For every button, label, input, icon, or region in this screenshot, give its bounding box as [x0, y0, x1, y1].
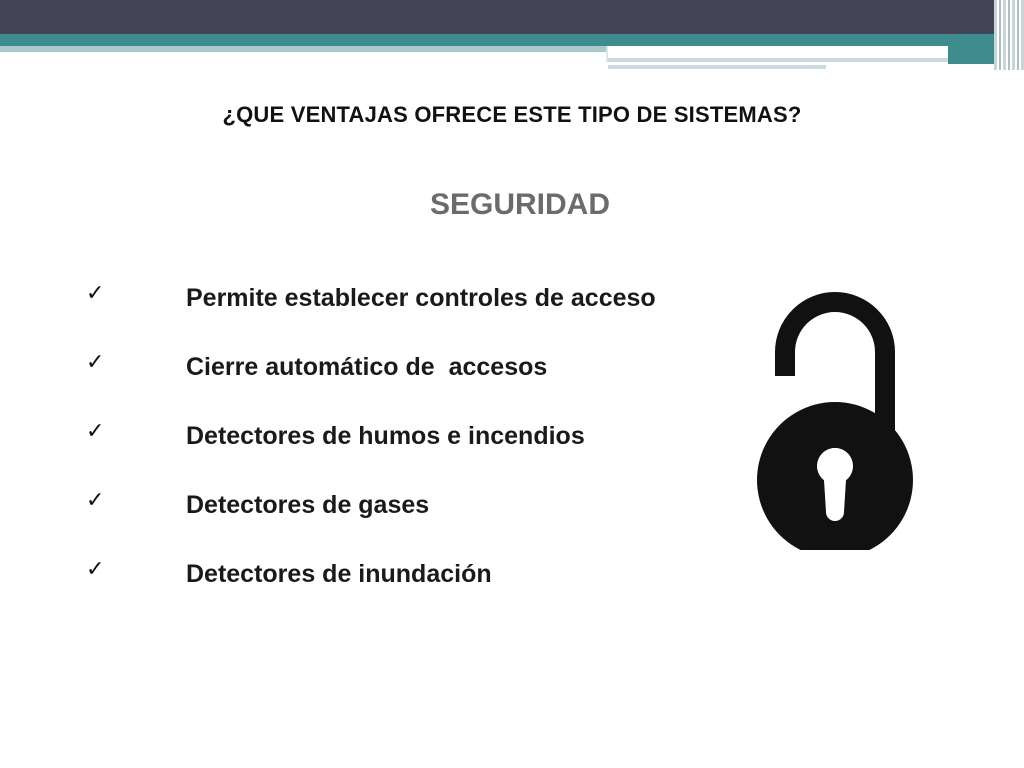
- list-item-label: Detectores de inundación: [186, 560, 492, 588]
- open-padlock-icon: [740, 290, 930, 550]
- list-item: [80, 418, 760, 487]
- list-item: [80, 349, 760, 418]
- slide-subheading: SEGURIDAD: [429, 188, 610, 221]
- list-item: [80, 487, 760, 556]
- list-item-label: Cierre automático de accesos: [186, 353, 548, 381]
- header-tab-line: [608, 58, 948, 62]
- header-band-dark: [0, 0, 1024, 34]
- list-item-label: Detectores de humos e incendios: [186, 422, 585, 450]
- header-tab-line: [608, 65, 826, 69]
- header-band-light: [0, 46, 610, 52]
- list-item: [80, 556, 760, 625]
- checkmark-icon: ✓: [86, 419, 105, 444]
- checkmark-icon: ✓: [86, 281, 105, 306]
- slide-heading: ¿QUE VENTAJAS OFRECE ESTE TIPO DE SISTEMAS?: [222, 102, 802, 127]
- list-item-label: Permite establecer controles de acceso: [186, 284, 656, 312]
- list-item: [80, 280, 760, 349]
- checkmark-icon: ✓: [86, 350, 105, 375]
- checkmark-icon: ✓: [86, 488, 105, 513]
- advantages-list: [80, 280, 760, 625]
- header-band-teal: [0, 34, 1024, 46]
- checkmark-icon: ✓: [86, 557, 105, 582]
- header-band-teal-right: [948, 46, 998, 64]
- list-item-label: Detectores de gases: [186, 491, 430, 519]
- header-stripes: [994, 0, 1024, 70]
